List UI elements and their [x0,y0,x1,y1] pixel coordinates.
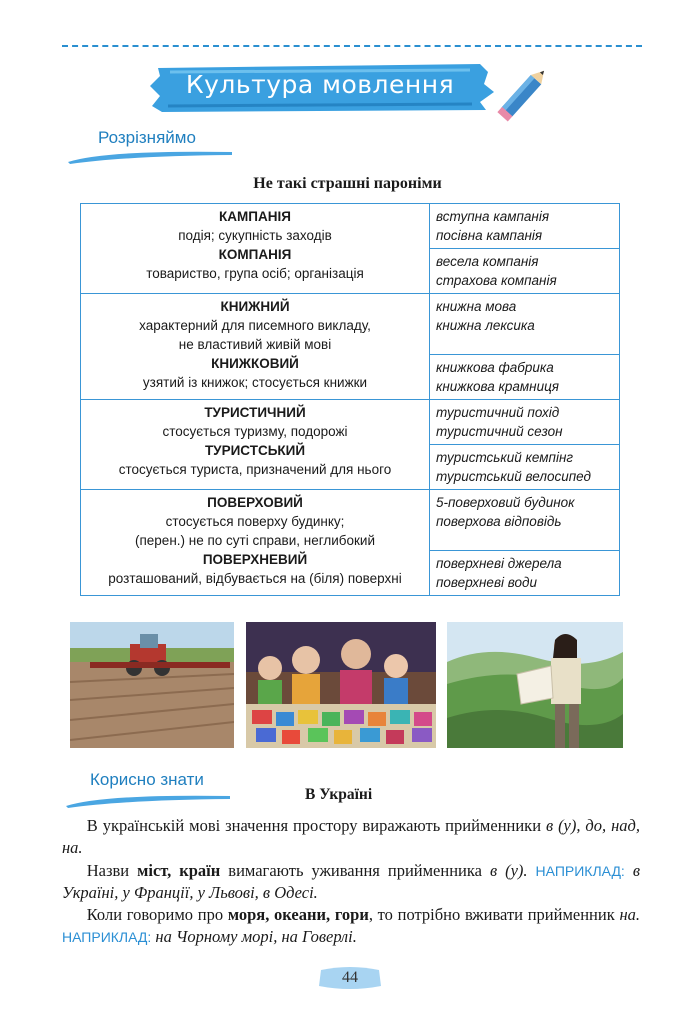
italic-text: в (у). [489,861,528,880]
page-number [317,966,383,990]
table-title: Не такі страшні пароніми [253,175,442,192]
table-row [81,490,620,551]
example-text: поверхневі води [436,575,537,590]
paronym-definition: стосується туриста, призначений для нього [118,462,392,477]
paronym-word: КАМПАНІЯ [219,209,291,224]
italic-text: на. [619,905,641,924]
example-text: туристичний сезон [436,424,563,439]
table-row [81,204,620,249]
example-text: книжкова крамниця [436,379,560,394]
header-banner [150,62,500,114]
paronym-definition: розташований, відбувається на (біля) поверхні [108,571,402,586]
paronym-definition: стосується туризму, подорожі [162,424,348,439]
example-cell [430,400,620,445]
paragraph-text: Коли говоримо про [86,905,228,924]
paragraph-2 [62,860,640,904]
example-text: посівна кампанія [436,228,543,243]
paronym-pair-cell [81,294,430,400]
paronym-definition: стосується поверху будинку; [165,514,345,529]
example-text: книжна лексика [436,318,535,333]
example-cell [430,551,620,596]
paronym-definition: узятий із книжок; стосується книжки [142,375,368,390]
example-text: 5-поверховий будинок [436,495,575,510]
page-number-text: 44 [342,969,358,986]
example-text: на Чорному морі, на Говерлі. [151,927,357,946]
paronym-definition: подія; сукупність заходів [178,228,332,243]
tractor-field-photo [70,622,234,748]
prepositions-list: в (у), до, над, на. [62,816,640,857]
paragraph-3 [62,904,640,948]
example-text: туристський кемпінг [436,450,574,465]
paragraph-text: Назви [86,861,138,880]
example-text: весела компанія [436,254,539,269]
table-row [81,400,620,445]
example-text: вступна кампанія [436,209,550,224]
example-cell [430,294,620,355]
bold-text: міст, країн [137,861,221,880]
example-cell [430,204,620,249]
paronym-word: КОМПАНІЯ [218,247,292,262]
hiker-map-photo [447,622,623,748]
example-cell [430,445,620,490]
paronym-word: ТУРИСТИЧНИЙ [204,405,306,420]
section-label-useful: Корисно знати [90,770,204,789]
paronym-definition: товариство, група осіб; організація [146,266,364,281]
book-fair-photo [246,622,436,748]
paronym-word: ПОВЕРХНЕВИЙ [202,552,308,567]
subsection-title: В Україні [305,786,373,803]
paronym-word: КНИЖКОВИЙ [211,356,299,371]
example-label: НАПРИКЛАД: [535,863,625,879]
example-cell [430,490,620,551]
paronym-definition: не властивий живій мові [178,337,332,352]
paronym-word: ТУРИСТСЬКИЙ [204,443,306,458]
paronym-definition: характерний для писемного викладу, [139,318,371,333]
paronyms-table [80,203,620,596]
example-label: НАПРИКЛАД: [62,929,152,945]
example-text: туристичний похід [436,405,560,420]
example-text: книжкова фабрика [436,360,554,375]
example-text: поверхова відповідь [436,514,562,529]
paragraph-text: вимагають уживання прийменника [220,861,490,880]
table-row [81,294,620,355]
section-label-distinguish: Розрізняймо [98,128,196,147]
paronym-pair-cell [81,400,430,490]
example-text: поверхневі джерела [436,556,562,571]
example-cell [430,249,620,294]
paragraph-text: , то потрібно вживати прийменник [368,905,620,924]
bold-text: моря, океани, гори [227,905,369,924]
example-text: туристський велосипед [436,469,591,484]
pencil-icon [492,58,556,128]
paronym-pair-cell [81,490,430,596]
paronym-word: ПОВЕРХОВИЙ [207,495,303,510]
section-swoosh [66,146,236,166]
example-cell [430,355,620,400]
example-text: страхова компанія [436,273,557,288]
paronym-definition: (перен.) не по суті справи, неглибокий [134,533,376,548]
example-text: в Україні, у Франції, у Львові, в Одесі. [62,861,640,902]
page-title: Культура мовлення [185,70,455,99]
paragraph-1 [62,815,640,859]
top-dashed-divider [62,45,642,47]
section-swoosh [64,790,234,810]
paragraph-text: В українській мові значення простору виражають прийменники [86,816,542,835]
paronym-pair-cell [81,204,430,294]
example-text: книжна мова [436,299,517,314]
paronym-word: КНИЖНИЙ [220,299,290,314]
